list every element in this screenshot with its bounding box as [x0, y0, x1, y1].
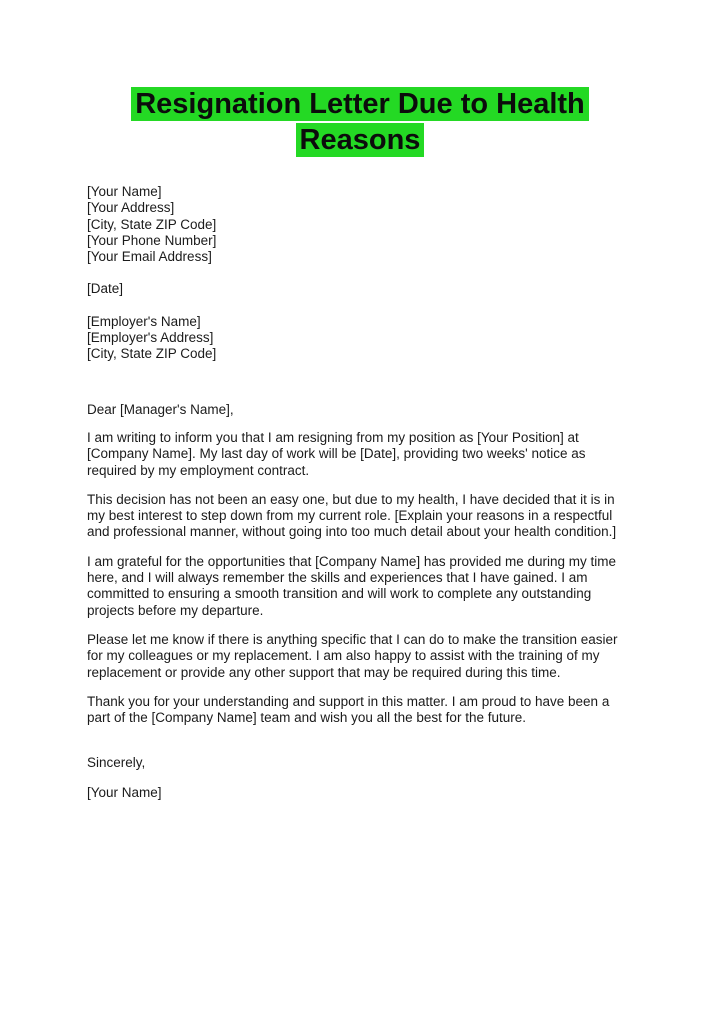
- paragraph-transition-offer: Please let me know if there is anything specific that I can do to make the transition easier for my colleagues or my replacement. I am also happy to assist with the training of my replacement or provide any other support that may be required during this time.: [87, 631, 618, 680]
- title-line-2-wrap: [0, 122, 720, 158]
- sender-email-line: [Your Email Address]: [87, 249, 212, 265]
- sender-address-block: [87, 184, 627, 265]
- letter-body: [87, 184, 627, 801]
- date-line: [Date]: [87, 281, 124, 297]
- title-highlight-line-2: Reasons: [296, 123, 425, 157]
- sender-address-line: [Your Address]: [87, 200, 175, 216]
- title-line-1-wrap: [0, 86, 720, 122]
- sender-name-line: [Your Name]: [87, 184, 162, 199]
- recipient-address-block: [87, 314, 627, 363]
- paragraph-resignation-notice: I am writing to inform you that I am resigning from my position as [Your Position] at [Company Name]. My last day of work will be [Date], providing two weeks' notice as required by my employment contract.: [87, 429, 586, 478]
- sender-phone-line: [Your Phone Number]: [87, 232, 217, 248]
- recipient-city-line: [City, State ZIP Code]: [87, 346, 217, 362]
- document-title: [0, 0, 720, 158]
- recipient-name-line: [Employer's Name]: [87, 313, 201, 329]
- paragraph-health-reason: This decision has not been an easy one, but due to my health, I have decided that it is in my best interest to step down from my current role. [Explain your reasons in a respectful and professional manner, without going into too much detail about your health condition.]: [87, 491, 617, 540]
- sender-city-line: [City, State ZIP Code]: [87, 216, 217, 232]
- closing-line: Sincerely,: [87, 755, 146, 771]
- title-highlight-line-1: Resignation Letter Due to Health: [131, 87, 589, 121]
- paragraph-gratitude: I am grateful for the opportunities that [Company Name] has provided me during my time here, and I will always remember the skills and experiences that I have gained. I am committed to ensuring a smooth transition and will work to complete any outstanding projects before my departure.: [87, 553, 617, 618]
- paragraph-thanks: Thank you for your understanding and support in this matter. I am proud to have been a part of the [Company Name] team and wish you all the best for the future.: [87, 693, 610, 726]
- signature-name: [Your Name]: [87, 784, 162, 800]
- recipient-address-line: [Employer's Address]: [87, 330, 214, 346]
- salutation: Dear [Manager's Name],: [87, 401, 234, 417]
